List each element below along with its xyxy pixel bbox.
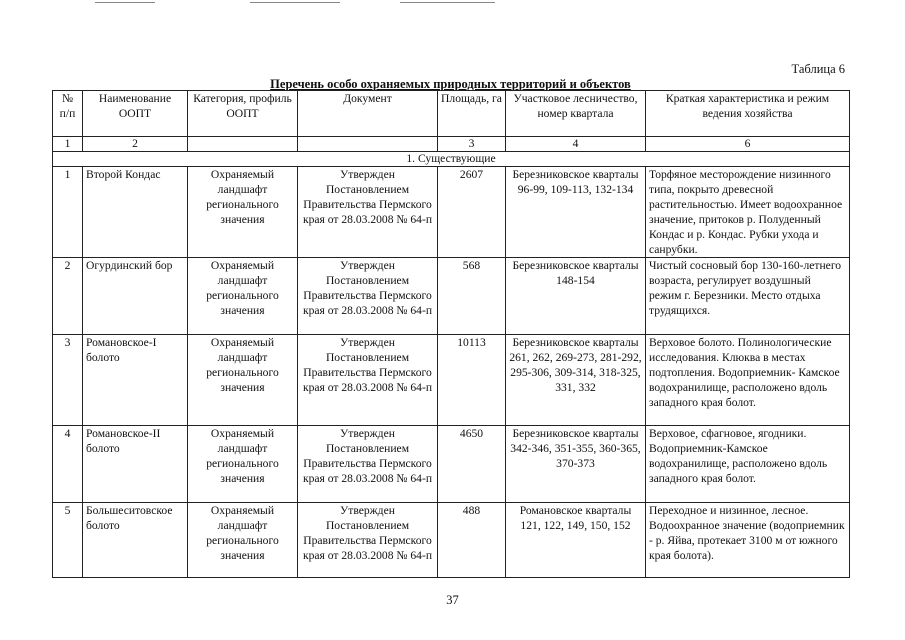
row-forestry: Березниковское кварталы 261, 262, 269-273, 281-292, 295-306, 309-314, 318-325, 331, 332 xyxy=(506,335,646,426)
column-number-row xyxy=(53,137,850,152)
page-number: 37 xyxy=(446,593,459,607)
table-row xyxy=(53,335,850,426)
row-category: Охраняемый ландшафт регионального значения xyxy=(188,335,298,426)
row-document: Утвержден Постановлением Правительства Пермского края от 28.03.2008 № 64-п xyxy=(298,503,438,578)
header-area: Площадь, га xyxy=(438,91,506,137)
column-number: 1 xyxy=(53,137,83,152)
document-title: Перечень особо охраняемых природных территорий и объектов xyxy=(270,77,631,91)
row-name: Второй Кондас xyxy=(83,167,188,258)
row-category: Охраняемый ландшафт регионального значения xyxy=(188,426,298,503)
row-category: Охраняемый ландшафт регионального значения xyxy=(188,167,298,258)
row-name: Огурдинский бор xyxy=(83,258,188,335)
table-row xyxy=(53,167,850,258)
row-num: 1 xyxy=(53,167,83,258)
row-description: Переходное и низинное, лесное. Водоохранное значение (водоприемник - р. Яйва, протекает 3100 м от южного края болота). xyxy=(646,503,850,578)
top-border-line xyxy=(95,2,155,3)
row-forestry: Березниковское кварталы 342-346, 351-355, 360-365, 370-373 xyxy=(506,426,646,503)
table-row xyxy=(53,426,850,503)
row-area: 4650 xyxy=(438,426,506,503)
top-border-line xyxy=(250,2,340,3)
row-description: Чистый сосновый бор 130-160-летнего возраста, регулирует воздушный режим г. Березники. Место отдыха трудящихся. xyxy=(646,258,850,335)
row-area: 2607 xyxy=(438,167,506,258)
row-num: 5 xyxy=(53,503,83,578)
protected-areas-table xyxy=(52,90,850,578)
row-num: 4 xyxy=(53,426,83,503)
row-description: Торфяное месторождение низинного типа, покрыто древесной растительностью. Имеет водоохранное значение, притоков р. Полуденный Кондас и р. Кондас. Рубки ухода и санрубки. xyxy=(646,167,850,258)
column-number xyxy=(298,137,438,152)
header-description: Краткая характеристика и режим ведения хозяйства xyxy=(646,91,850,137)
section-title: 1. Существующие xyxy=(53,152,850,167)
row-document: Утвержден Постановлением Правительства Пермского края от 28.03.2008 № 64-п xyxy=(298,426,438,503)
top-border-line xyxy=(400,2,495,3)
row-document: Утвержден Постановлением Правительства Пермского края от 28.03.2008 № 64-п xyxy=(298,258,438,335)
row-category: Охраняемый ландшафт регионального значения xyxy=(188,258,298,335)
table-row xyxy=(53,258,850,335)
column-number xyxy=(188,137,298,152)
row-document: Утвержден Постановлением Правительства Пермского края от 28.03.2008 № 64-п xyxy=(298,167,438,258)
header-document: Документ xyxy=(298,91,438,137)
header-category: Категория, профиль ООПТ xyxy=(188,91,298,137)
row-forestry: Романовское кварталы 121, 122, 149, 150, 152 xyxy=(506,503,646,578)
row-area: 568 xyxy=(438,258,506,335)
row-name: Большеситовское болото xyxy=(83,503,188,578)
row-num: 2 xyxy=(53,258,83,335)
row-description: Верховое, сфагновое, ягодники. Водоприемник-Камское водохранилище, расположено вдоль западного края болот. xyxy=(646,426,850,503)
row-area: 488 xyxy=(438,503,506,578)
table-row xyxy=(53,503,850,578)
column-number: 2 xyxy=(83,137,188,152)
row-area: 10113 xyxy=(438,335,506,426)
row-forestry: Березниковское кварталы 148-154 xyxy=(506,258,646,335)
column-number: 6 xyxy=(646,137,850,152)
header-name: Наименование ООПТ xyxy=(83,91,188,137)
row-name: Романовское-II болото xyxy=(83,426,188,503)
table-label: Таблица 6 xyxy=(791,62,845,76)
row-forestry: Березниковское кварталы 96-99, 109-113, 132-134 xyxy=(506,167,646,258)
column-number: 3 xyxy=(438,137,506,152)
column-number: 4 xyxy=(506,137,646,152)
header-num: № п/п xyxy=(53,91,83,137)
row-document: Утвержден Постановлением Правительства Пермского края от 28.03.2008 № 64-п xyxy=(298,335,438,426)
row-num: 3 xyxy=(53,335,83,426)
header-row xyxy=(53,91,850,137)
row-category: Охраняемый ландшафт регионального значения xyxy=(188,503,298,578)
row-name: Романовское-I болото xyxy=(83,335,188,426)
row-description: Верховое болото. Полинологические исследования. Клюква в местах подтопления. Водоприемник- Камское водохранилище, расположено вдоль западного края болот. xyxy=(646,335,850,426)
section-row xyxy=(53,152,850,167)
header-forestry: Участковое лесничество, номер квартала xyxy=(506,91,646,137)
